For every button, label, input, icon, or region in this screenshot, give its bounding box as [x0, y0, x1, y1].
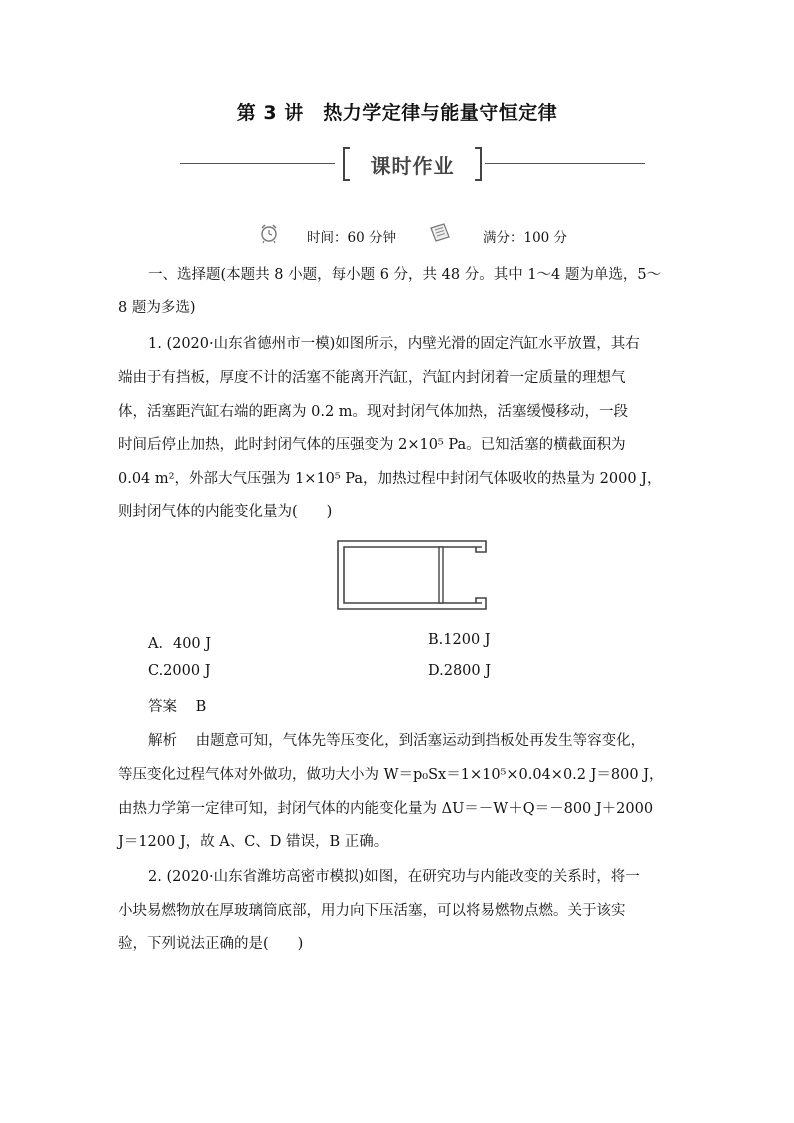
q1-line: 端由于有挡板，厚度不计的活塞不能离开汽缸，汽缸内封闭着一定质量的理想气: [118, 370, 626, 386]
cylinder-piston-diagram: [335, 538, 490, 612]
time-limit: 时间：60 分钟: [307, 230, 396, 246]
option-d: D.2800 J: [428, 663, 492, 679]
alarm-clock-icon: [258, 222, 280, 244]
answer-label: 答案: [148, 699, 177, 715]
q1-line: 时间后停止加热，此时封闭气体的压强变为 2×10⁵ Pa。已知活塞的横截面积为: [118, 437, 626, 453]
q2-line: 小块易燃物放在厚玻璃筒底部，用力向下压活塞，可以将易燃物点燃。关于该实: [118, 903, 626, 919]
option-a: A．400 J: [148, 636, 212, 652]
analysis-line: J＝1200 J，故 A、C、D 错误，B 正确。: [118, 834, 389, 850]
q2-line: 验，下列说法正确的是( ): [118, 936, 304, 952]
analysis-line: 等压变化过程气体对外做功，做功大小为 W＝p₀Sx＝1×10⁵×0.04×0.2 J＝800 J，: [118, 767, 664, 783]
answer-row: [148, 695, 206, 716]
banner-title: 课时作业: [370, 154, 455, 178]
page-title: 第 3 讲 热力学定律与能量守恒定律: [236, 102, 558, 124]
full-score: 满分：100 分: [483, 230, 568, 246]
q1-line: 体，活塞距汽缸右端的距离为 0.2 m。现对封闭气体加热，活塞缓慢移动，一段: [118, 404, 629, 420]
option-c: C.2000 J: [148, 663, 211, 679]
analysis-row: [148, 729, 645, 750]
q1-line: 则封闭气体的内能变化量为( ): [118, 504, 333, 520]
answer-value: B: [195, 699, 207, 715]
analysis-line: 由热力学第一定律可知，封闭气体的内能变化量为 ΔU＝－W＋Q＝－800 J＋2000: [118, 801, 654, 817]
section-heading-cont: 8 题为多选): [118, 300, 196, 316]
piston: [439, 547, 443, 603]
q2-line: 2. (2020·山东省潍坊高密市模拟)如图，在研究功与内能改变的关系时，将一: [148, 869, 640, 885]
analysis-line: 由题意可知，气体先等压变化，到活塞运动到挡板处再发生等容变化，: [195, 733, 646, 749]
q1-line: 1. (2020·山东省德州市一模)如图所示，内壁光滑的固定汽缸水平放置，其右: [148, 336, 640, 352]
score-paper-icon: [428, 222, 452, 244]
analysis-label: 解析: [148, 733, 177, 749]
option-b: B.1200 J: [428, 632, 491, 648]
section-heading: 一、选择题(本题共 8 小题，每小题 6 分，共 48 分。其中 1～4 题为单选，5～: [148, 267, 662, 283]
section-banner: [180, 142, 645, 184]
q1-line: 0.04 m²，外部大气压强为 1×10⁵ Pa，加热过程中封闭气体吸收的热量为 2000 J，: [118, 471, 662, 487]
